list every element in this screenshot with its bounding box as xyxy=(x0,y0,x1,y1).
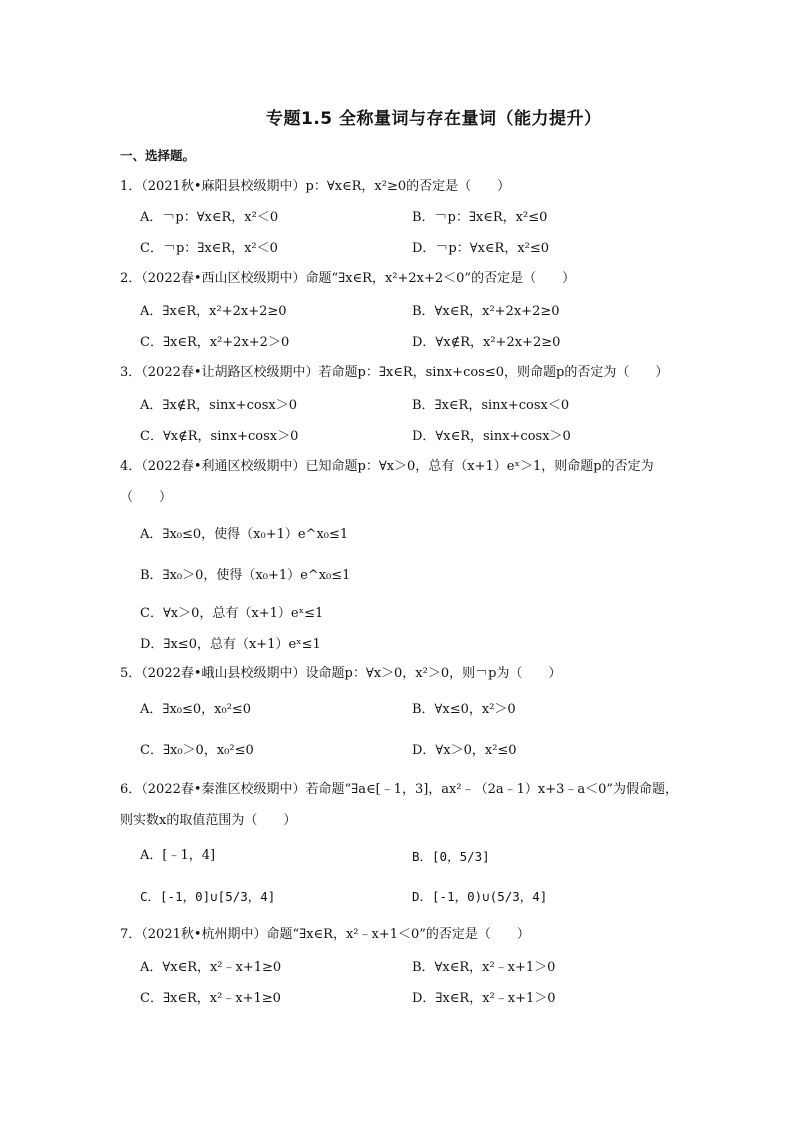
question-stem: 1．（2021秋•麻阳县校级期中）p：∀x∈R，x²≥0的否定是（ ） xyxy=(120,179,511,194)
question-stem: 6．（2022春•秦淮区校级期中）若命题“∃a∈[﹣1，3]，ax²﹣（2a﹣1）x+3﹣a＜0”为假命题，则实数x的取值范围为（ ） xyxy=(120,782,679,828)
option-b: B．∀x∈R，x²+2x+2≥0 xyxy=(412,304,560,319)
option-d: D．∀x∉R，x²+2x+2≥0 xyxy=(412,335,561,350)
question-stem: 4．（2022春•利通区校级期中）已知命题p：∀x＞0，总有（x+1）eˣ＞1，则命题p的否定为（ ） xyxy=(120,459,654,505)
option-b: B．￢p：∃x∈R，x²≤0 xyxy=(412,210,548,225)
option-a: A．∃x₀≤0，使得（x₀+1）e^x₀≤1 xyxy=(140,527,349,542)
question-stem: 5．（2022春•峨山县校级期中）设命题p：∀x＞0，x²＞0，则￢p为（ ） xyxy=(120,666,562,681)
option-a: A．∃x₀≤0，x₀²≤0 xyxy=(140,702,252,717)
option-a: A．∀x∈R，x²﹣x+1≥0 xyxy=(140,960,282,975)
option-b: B．∃x₀＞0，使得（x₀+1）e^x₀≤1 xyxy=(140,568,351,583)
option-b: B．∀x≤0，x²＞0 xyxy=(412,702,516,717)
section-heading: 一、选择题。 xyxy=(120,148,196,163)
option-a: A．￢p：∀x∈R，x²＜0 xyxy=(140,210,279,225)
option-d: D．￢p：∀x∈R，x²≤0 xyxy=(412,241,550,256)
option-a: A．[﹣1，4] xyxy=(140,848,216,863)
option-a: A．∃x∈R，x²+2x+2≥0 xyxy=(140,304,287,319)
option-c: C．∀x∉R，sinx+cosx＞0 xyxy=(140,429,299,444)
option-b: B．∃x∈R，sinx+cosx＜0 xyxy=(412,398,570,413)
question-stem: 3．（2022春•让胡路区校级期中）若命题p：∃x∈R，sinx+cos≤0，则命题p的否定为（ ） xyxy=(120,365,669,380)
page-title: 专题1.5 全称量词与存在量词（能力提升） xyxy=(266,109,602,129)
option-d: D．∃x∈R，x²﹣x+1＞0 xyxy=(412,991,556,1006)
option-d: D．∀x＞0，x²≤0 xyxy=(412,743,517,758)
option-b: B．∀x∈R，x²﹣x+1＞0 xyxy=(412,960,556,975)
option-c: C．∃x∈R，x²+2x+2＞0 xyxy=(140,335,290,350)
option-d: D．∃x≤0，总有（x+1）eˣ≤1 xyxy=(140,637,321,652)
question-stem: 7．（2021秋•杭州期中）命题“∃x∈R，x²﹣x+1＜0”的否定是（ ） xyxy=(120,927,530,942)
option-d: D．[-1，0)∪(5/3，4] xyxy=(412,889,548,904)
option-a: A．∃x∉R，sinx+cosx＞0 xyxy=(140,398,297,413)
option-c: C．￢p：∃x∈R，x²＜0 xyxy=(140,241,278,256)
option-c: C．∃x∈R，x²﹣x+1≥0 xyxy=(140,991,281,1006)
option-c: C．[-1，0]∪[5/3，4] xyxy=(140,889,276,904)
option-c: C．∃x₀＞0，x₀²≤0 xyxy=(140,743,254,758)
option-c: C．∀x＞0，总有（x+1）eˣ≤1 xyxy=(140,606,324,621)
question-stem: 2．（2022春•西山区校级期中）命题“∃x∈R，x²+2x+2＜0”的否定是（ ） xyxy=(120,271,576,286)
option-b: B．[0，5/3] xyxy=(412,849,490,864)
option-d: D．∀x∈R，sinx+cosx＞0 xyxy=(412,429,571,444)
